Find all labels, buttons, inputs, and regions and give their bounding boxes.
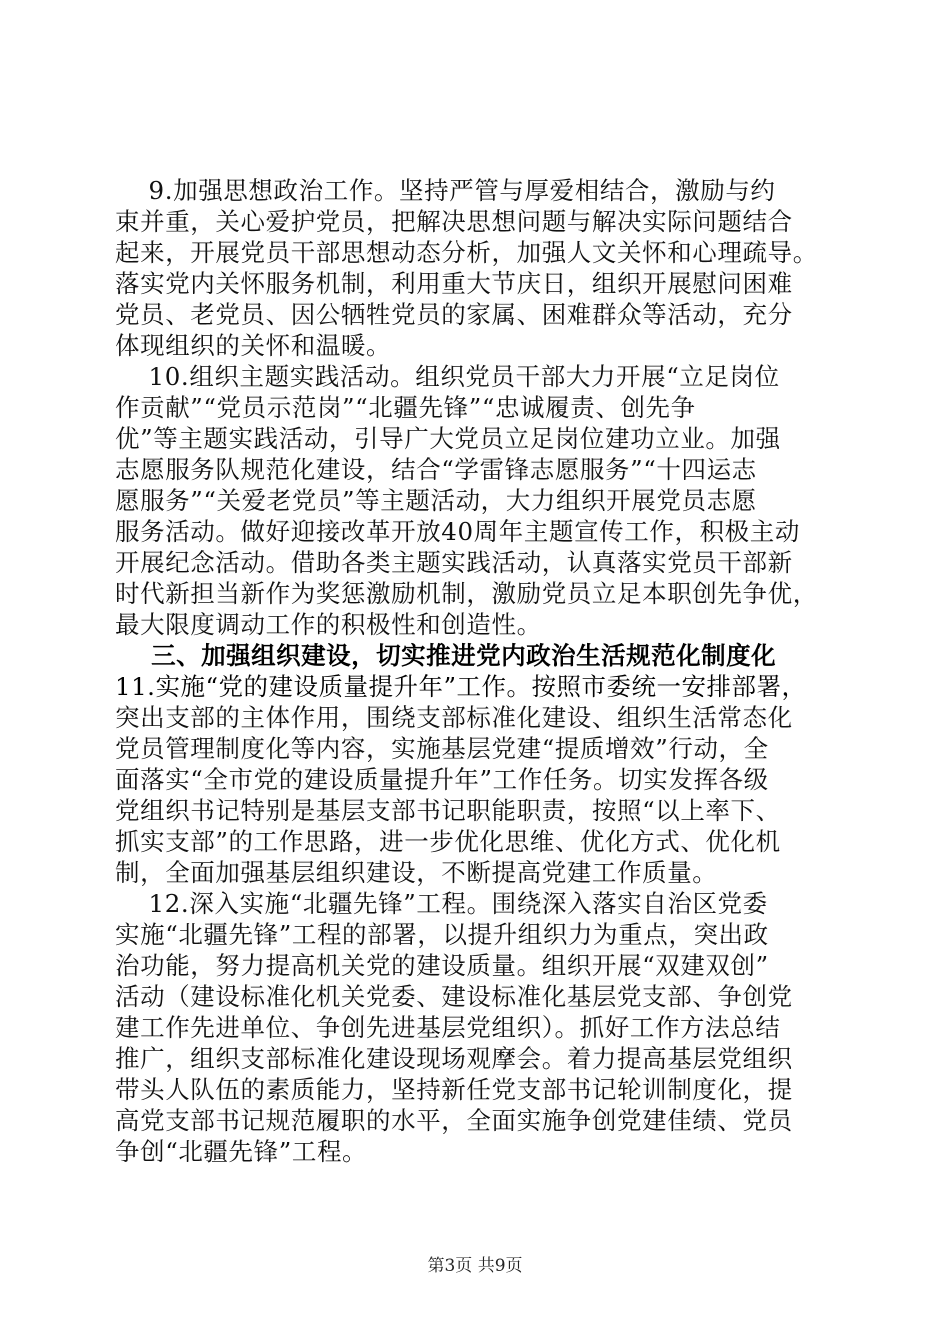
text-line: 治功能，努力提高机关党的建设质量。组织开展“双建双创” xyxy=(115,951,769,980)
text-line: 9.加强思想政治工作。坚持严管与厚爱相结合，激励与约 xyxy=(115,176,776,205)
section-heading: 三、加强组织建设，切实推进党内政治生活规范化制度化 xyxy=(115,641,777,670)
text-line: 面落实“全市党的建设质量提升年”工作任务。切实发挥各级 xyxy=(115,765,769,794)
text-line: 制，全面加强基层组织建设，不断提高党建工作质量。 xyxy=(115,858,718,887)
text-line: 束并重，关心爱护党员，把解决思想问题与解决实际问题结合 xyxy=(115,207,793,236)
text-line: 争创“北疆先锋”工程。 xyxy=(115,1137,368,1166)
text-line: 落实党内关怀服务机制，利用重大节庆日，组织开展慰问困难 xyxy=(115,269,793,298)
text-line: 体现组织的关怀和温暖。 xyxy=(115,331,392,360)
text-line: 抓实支部”的工作思路，进一步优化思维、优化方式、优化机 xyxy=(115,827,781,856)
text-line: 推广，组织支部标准化建设现场观摩会。着力提高基层党组织 xyxy=(115,1044,793,1073)
text-line: 服务活动。做好迎接改革开放40周年主题宣传工作，积极主动 xyxy=(115,517,800,546)
text-line: 开展纪念活动。借助各类主题实践活动，认真落实党员干部新 xyxy=(115,548,793,577)
text-line: 最大限度调动工作的积极性和创造性。 xyxy=(115,610,542,639)
text-line: 党组织书记特别是基层支部书记职能职责，按照“以上率下、 xyxy=(115,796,781,825)
text-line: 作贡献”“党员示范岗”“北疆先锋”“忠诚履责、创先争 xyxy=(115,393,696,422)
text-line: 党员管理制度化等内容，实施基层党建“提质增效”行动，全 xyxy=(115,734,769,763)
text-line: 党员、老党员、因公牺牲党员的家属、困难群众等活动，充分 xyxy=(115,300,793,329)
text-line: 带头人队伍的素质能力，坚持新任党支部书记轮训制度化，提 xyxy=(115,1075,793,1104)
text-line: 10.组织主题实践活动。组织党员干部大力开展“立足岗位 xyxy=(115,362,780,391)
text-line: 11.实施“党的建设质量提升年”工作。按照市委统一安排部署， xyxy=(115,672,807,701)
text-line: 志愿服务队规范化建设，结合“学雷锋志愿服务”“十四运志 xyxy=(115,455,757,484)
text-line: 活动（建设标准化机关党委、建设标准化基层党支部、争创党 xyxy=(115,982,793,1011)
text-line: 实施“北疆先锋”工程的部署，以提升组织力为重点，突出政 xyxy=(115,920,769,949)
text-line: 时代新担当新作为奖惩激励机制，激励党员立足本职创先争优， xyxy=(115,579,818,608)
page-number-footer: 第3页 共9页 xyxy=(427,1256,523,1276)
text-line: 建工作先进单位、争创先进基层党组织）。抓好工作方法总结 xyxy=(115,1013,781,1042)
text-line: 起来，开展党员干部思想动态分析，加强人文关怀和心理疏导。 xyxy=(115,238,818,267)
text-line: 高党支部书记规范履职的水平，全面实施争创党建佳绩、党员 xyxy=(115,1106,793,1135)
text-line: 突出支部的主体作用，围绕支部标准化建设、组织生活常态化 xyxy=(115,703,793,732)
text-line: 优”等主题实践活动，引导广大党员立足岗位建功立业。加强 xyxy=(115,424,781,453)
text-line: 愿服务”“关爱老党员”等主题活动，大力组织开展党员志愿 xyxy=(115,486,757,515)
text-line: 12.深入实施“北疆先锋”工程。围绕深入落实自治区党委 xyxy=(115,889,768,918)
